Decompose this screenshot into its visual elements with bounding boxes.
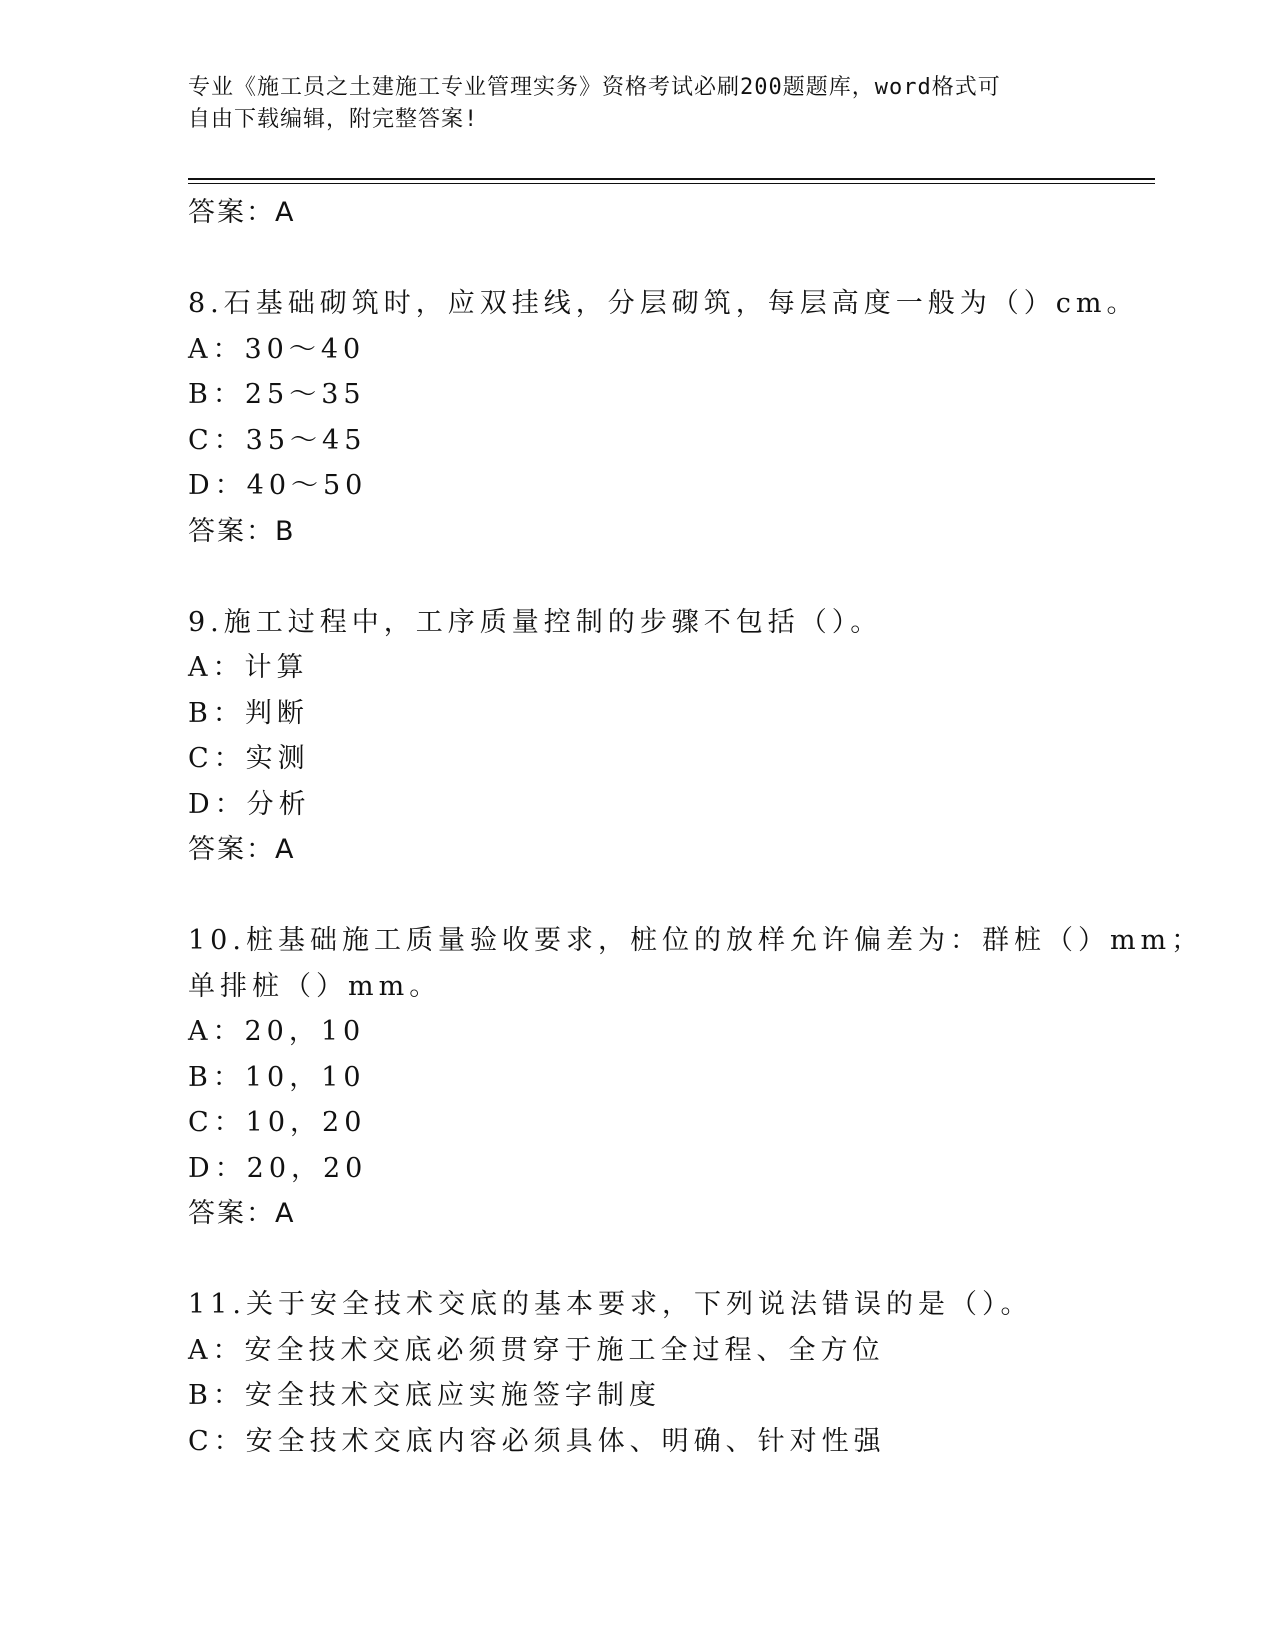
answer-line: 答案：B (188, 515, 296, 547)
option-d: D：分析 (188, 788, 311, 820)
answer-line: 答案：A (188, 1198, 296, 1229)
option-b: B：25～35 (188, 379, 366, 410)
header-rule-thick (188, 178, 1155, 180)
option-d: D：20，20 (188, 1152, 368, 1184)
option-a: A：计算 (188, 652, 309, 683)
question-block (188, 281, 1148, 554)
spacer (188, 554, 1148, 600)
option-b: B：安全技术交底应实施签字制度 (188, 1380, 661, 1411)
option-b: B：10，10 (188, 1061, 366, 1093)
question-stem: 10.桩基础施工质量验收要求，桩位的放样允许偏差为：群桩（）mm； (188, 925, 1204, 956)
question-block (188, 600, 1148, 873)
option-b: B：判断 (188, 697, 309, 729)
header-line-2: 自由下载编辑，附完整答案! (188, 107, 479, 132)
answer-line: 答案：A (188, 197, 296, 228)
option-d: D：40～50 (188, 470, 368, 501)
document-header (188, 72, 1088, 136)
header-rule-thin (188, 183, 1155, 184)
spacer (188, 1237, 1148, 1283)
option-a: A：30～40 (188, 333, 366, 365)
option-a: A：20，10 (188, 1016, 366, 1047)
option-c: C：实测 (188, 743, 310, 774)
spacer (188, 236, 1148, 282)
question-stem-continued: 单排桩（）mm。 (188, 970, 442, 1002)
question-stem: 11.关于安全技术交底的基本要求，下列说法错误的是（）。 (188, 1289, 1033, 1320)
spacer (188, 873, 1148, 919)
option-c: C：35～45 (188, 424, 367, 456)
question-stem: 8.石基础砌筑时，应双挂线，分层砌筑，每层高度一般为（）cm。 (188, 288, 1139, 319)
header-line-1: 专业《施工员之土建施工专业管理实务》资格考试必刷200题题库，word格式可 (188, 75, 1001, 100)
question-block (188, 918, 1204, 1237)
document-body (188, 190, 1204, 1464)
option-c: C：安全技术交底内容必须具体、明确、针对性强 (188, 1425, 886, 1457)
question-block (188, 1282, 1148, 1464)
option-c: C：10，20 (188, 1107, 367, 1138)
question-stem: 9.施工过程中，工序质量控制的步骤不包括（）。 (188, 606, 883, 638)
answer-line: 答案：A (188, 834, 296, 865)
option-a: A：安全技术交底必须贯穿于施工全过程、全方位 (188, 1334, 885, 1366)
